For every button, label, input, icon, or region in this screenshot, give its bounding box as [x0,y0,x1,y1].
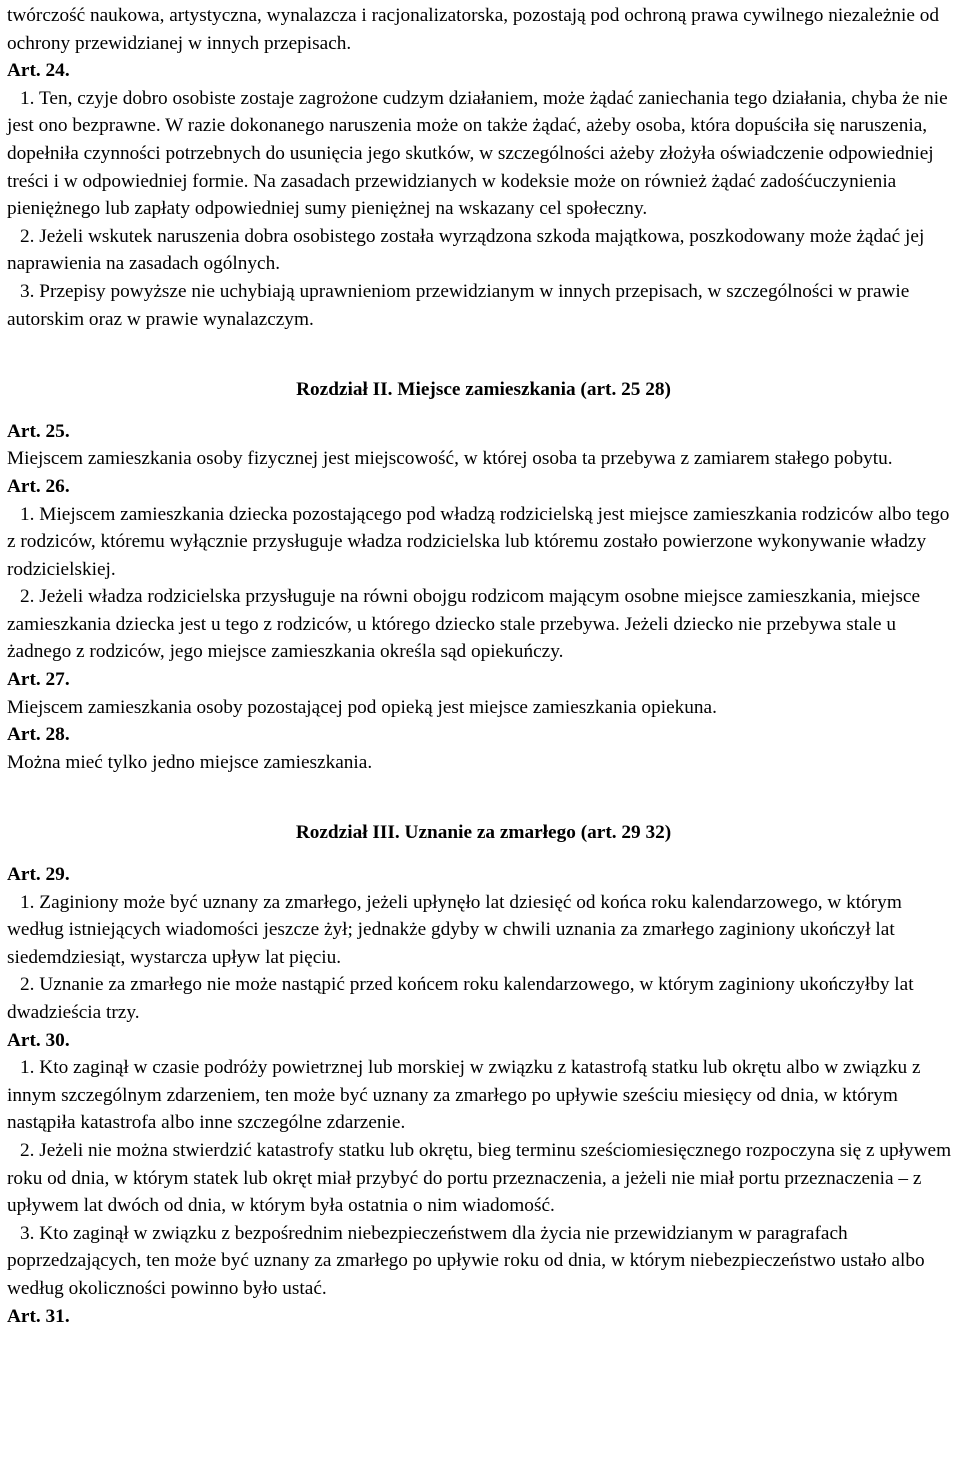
article-text-27: Miejscem zamieszkania osoby pozostającej pod opieką jest miejsce zamieszkania opiekuna. [7,696,717,718]
paragraph-number: 1. [20,503,35,525]
chapter-heading-iii: Rozdział III. Uznanie za zmarłego (art. 29 32) [295,822,672,844]
paragraph-30-1 [7,1054,954,1137]
article-heading-30: Art. 30. [7,1029,70,1051]
article-text-28: Można mieć tylko jedno miejsce zamieszkania. [7,751,373,773]
paragraph-text: Zaginiony może być uznany za zmarłego, jeżeli upłynęło lat dziesięć od końca roku kalendarzowego, w którym według istniejących wiadomości jeszcze żył; jednakże gdyby w chwili uznania za zmarłego zaginiony ukończył lat siedemdziesiąt, wystarcza upływ lat pięciu. [7,891,902,968]
paragraph-number: 1. [20,1057,35,1079]
article-text-25: Miejscem zamieszkania osoby fizycznej jest miejscowość, w której osoba ta przebywa z zamiarem stałego pobytu. [7,448,893,470]
paragraph-text: Jeżeli wskutek naruszenia dobra osobistego została wyrządzona szkoda majątkowa, poszkodowany może żądać jej naprawienia na zasadach ogólnych. [7,225,925,275]
article-heading-31: Art. 31. [7,1305,70,1327]
paragraph-24-1 [7,85,954,223]
paragraph-text: Kto zaginął w związku z bezpośrednim niebezpieczeństwem dla życia nie przewidzianym w paragrafach poprzedzających, ten może być uznany za zmarłego po upływie roku od dnia, w którym niebezpieczeństwo ustało albo według okoliczności powinno było ustać. [7,1222,925,1299]
paragraph-29-2 [7,971,954,1026]
paragraph-26-2 [7,583,954,666]
paragraph-number: 3. [20,280,35,302]
paragraph-number: 1. [20,87,35,109]
paragraph-number: 2. [20,1139,35,1161]
paragraph-text: Miejscem zamieszkania dziecka pozostającego pod władzą rodzicielską jest miejsce zamieszkania rodziców albo tego z rodziców, któremu wyłącznie przysługuje władza rodzicielska lub któremu zostało powierzone wykonywanie władzy rodzicielskiej. [7,503,950,580]
paragraph-text: Uznanie za zmarłego nie może nastąpić przed końcem roku kalendarzowego, w którym zaginiony ukończyłby lat dwadzieścia trzy. [7,974,914,1023]
article-heading-28: Art. 28. [7,724,70,746]
paragraph-text: Jeżeli nie można stwierdzić katastrofy statku lub okrętu, bieg terminu sześciomiesięcznego rozpoczyna się z upływem roku od dnia, w którym statek lub okręt miał przybyć do portu przeznaczenia, a jeżeli nie miał portu przeznaczenia – z upływem lat dwóch od dnia, w którym była ostatnia o nim wiadomość. [7,1139,952,1217]
paragraph-29-1 [7,889,954,972]
paragraph-24-2 [7,223,954,278]
paragraph-text: Jeżeli władza rodzicielska przysługuje na równi obojgu rodzicom mającym osobne miejsce zamieszkania, miejsce zamieszkania dziecka jest u tego z rodziców, u którego dziecko stale przebywa. Jeżeli dziecko nie przebywa stale u żadnego z rodziców, jego miejsce zamieszkania określa sąd opiekuńczy. [7,586,921,663]
paragraph-text: Kto zaginął w czasie podróży powietrznej lub morskiej w związku z katastrofą statku lub okrętu albo w związku z innym szczególnym zdarzeniem, ten może być uznany za zmarłego po upływie sześciu miesięcy od dnia, w którym nastąpiła katastrofa albo inne szczególne zdarzenie. [7,1057,921,1134]
paragraph-number: 3. [20,1222,35,1244]
paragraph-number: 2. [20,586,35,608]
paragraph-30-3 [7,1220,954,1303]
article-heading-29: Art. 29. [7,864,70,886]
paragraph-26-1 [7,501,954,584]
paragraph-text: Ten, czyje dobro osobiste zostaje zagrożone cudzym działaniem, może żądać zaniechania tego działania, chyba że nie jest ono bezprawne. W razie dokonanego naruszenia może on także żądać, ażeby osoba, która dopuściła się naruszenia, dopełniła czynności potrzebnych do usunięcia jego skutków, w szczególności ażeby złożyła oświadczenie odpowiedniej treści i w odpowiedniej formie. Na zasadach przewidzianych w kodeksie może on również żądać zadośćuczynienia pieniężnego lub zapłaty odpowiedniej sumy pieniężnej na wskazany cel społeczny. [7,87,948,220]
paragraph-text: Przepisy powyższe nie uchybiają uprawnieniom przewidzianym w innych przepisach, w szczególności w prawie autorskim oraz w prawie wynalazczym. [7,280,910,330]
continuation-text: twórczość naukowa, artystyczna, wynalazcza i racjonalizatorska, pozostają pod ochroną prawa cywilnego niezależnie od ochrony przewidzianej w innych przepisach. [7,5,940,54]
paragraph-30-2 [7,1137,954,1220]
article-heading-26: Art. 26. [7,475,70,497]
paragraph-24-3 [7,278,954,333]
article-heading-25: Art. 25. [7,420,70,442]
paragraph-number: 2. [20,974,35,996]
paragraph-number: 1. [20,891,35,913]
article-heading-27: Art. 27. [7,669,70,691]
article-heading-24: Art. 24. [7,60,70,82]
chapter-heading-ii: Rozdział II. Miejsce zamieszkania (art. 25 28) [296,379,671,401]
paragraph-number: 2. [20,225,35,247]
